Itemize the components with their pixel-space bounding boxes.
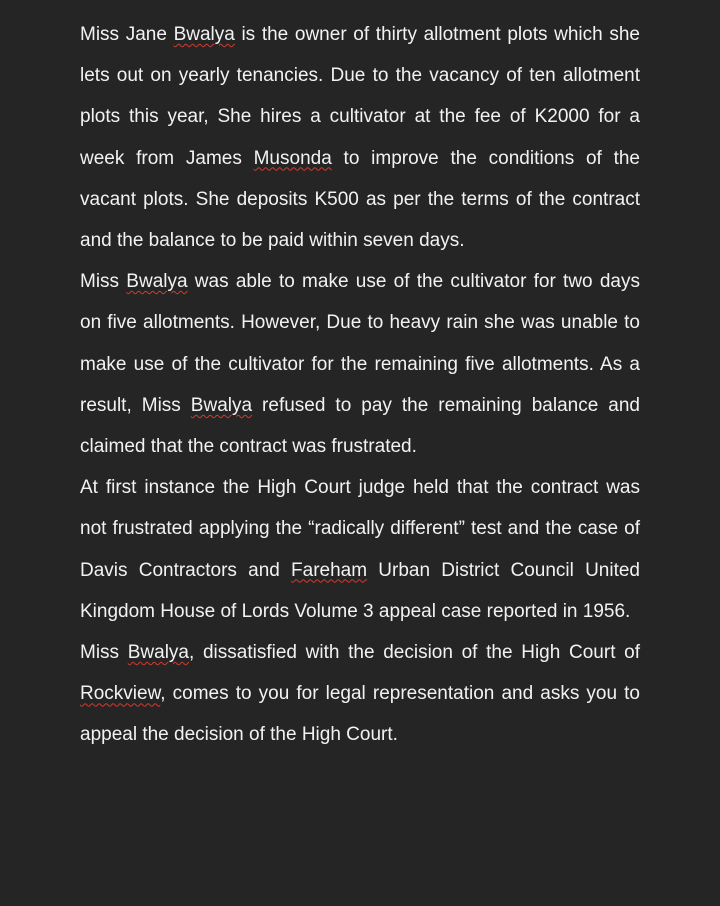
misspelled-word[interactable]: Bwalya: [127, 642, 189, 664]
misspelled-word[interactable]: Rockview: [80, 683, 161, 705]
text-run: Miss: [80, 642, 128, 664]
paragraph-1[interactable]: [80, 14, 640, 261]
text-run: , comes to you for legal representation and asks you to appeal the decision of the High Court.: [80, 683, 640, 746]
text-run: is the owner of thirty allotment plots which she lets out on yearly tenancies. Due to the vacancy of ten allotment plots this year, She hires a cultivator at the fee of K2000 for a week from James: [80, 24, 640, 169]
text-run: to improve the conditions of the vacant plots. She deposits K500 as per the terms of the contract and the balance to be paid within seven days.: [80, 147, 640, 252]
text-run: Miss Jane: [80, 24, 174, 45]
document-body: [80, 14, 640, 756]
paragraph-4[interactable]: [80, 632, 640, 756]
text-run: Miss: [80, 271, 127, 293]
misspelled-word[interactable]: Musonda: [253, 147, 332, 169]
misspelled-word[interactable]: Bwalya: [126, 271, 188, 293]
misspelled-word[interactable]: Bwalya: [190, 394, 253, 416]
misspelled-word[interactable]: Bwalya: [173, 24, 235, 45]
text-run: refused to pay the remaining balance and claimed that the contract was frustrated.: [80, 394, 640, 458]
text-run: At first instance the High Court judge held that the contract was not frustrated applying the “radically different” test and the case of Davis Contractors and: [80, 477, 640, 581]
paragraph-2[interactable]: [80, 261, 640, 467]
misspelled-word[interactable]: Fareham: [291, 559, 368, 581]
text-run: Urban District Council United Kingdom House of Lords Volume 3 appeal case reported in 1956.: [80, 559, 641, 622]
paragraph-3[interactable]: [80, 467, 640, 632]
text-run: was able to make use of the cultivator for two days on five allotments. However, Due to heavy rain she was unable to make use of the cultivator for the remaining five allotments. As a result, Miss: [80, 271, 640, 416]
text-run: , dissatisfied with the decision of the High Court of: [189, 642, 640, 664]
